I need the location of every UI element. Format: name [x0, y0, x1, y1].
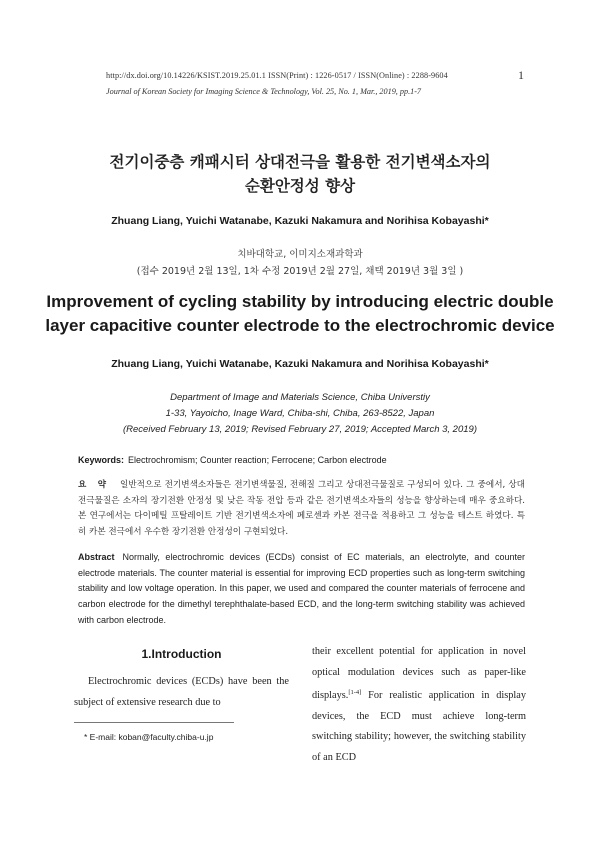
- footnote-email: * E-mail: koban@faculty.chiba-u.jp: [84, 732, 214, 742]
- received-dates-english: (Received February 13, 2019; Revised February 27, 2019; Accepted March 3, 2019): [123, 424, 477, 435]
- page-number: 1: [518, 68, 524, 82]
- abstract-english-label: Abstract: [78, 552, 115, 562]
- introduction-left-column: Electrochromic devices (ECDs) have been the subject of extensive research due to: [74, 676, 289, 708]
- keywords-text: Electrochromism; Counter reaction; Ferrocene; Carbon electrode: [128, 455, 387, 465]
- title-english-line-2: layer capacitive counter electrode to the electrochromic device: [45, 316, 555, 335]
- intro-right-text-b: For realistic application in display devices, the ECD must achieve long-term switching stability; however, the switching stability of an ECD: [312, 690, 526, 763]
- authors-korean-section: Zhuang Liang, Yuichi Watanabe, Kazuki Nakamura and Norihisa Kobayashi*: [111, 215, 489, 227]
- title-korean-line-2: 순환안정성 향상: [244, 177, 356, 195]
- abstract-english-text: Normally, electrochromic devices (ECDs) consist of EC materials, an electrolyte, and counter electrode materials. The counter material is essential for improving ECD properties such as long-term switching stability and low voltage operation. In this paper, we used and compared the counter materials of ferrocene and carbon electrode for the dimethyl terephthalate-based ECD, and the long-term switching stability was achieved with carbon electrode.: [78, 552, 525, 625]
- introduction-heading: 1.Introduction: [141, 647, 222, 661]
- affiliation-korean: 치바대학교, 이미지소재과학과: [237, 249, 363, 260]
- authors-english-section: Zhuang Liang, Yuichi Watanabe, Kazuki Nakamura and Norihisa Kobayashi*: [111, 358, 489, 370]
- intro-right-text-a: their excellent potential for application in novel optical modulation devices such as paper-like displays.: [312, 646, 526, 702]
- affiliation-english-address: 1-33, Yayoicho, Inage Ward, Chiba-shi, Chiba, 263-8522, Japan: [165, 408, 435, 419]
- keywords-label: Keywords:: [78, 455, 125, 465]
- abstract-korean: [78, 478, 525, 540]
- received-dates-korean: (접수 2019년 2월 13일, 1차 수정 2019년 2월 27일, 채택 2019년 3월 3일 ): [136, 266, 464, 277]
- citation-superscript: [1-4]: [348, 689, 362, 697]
- affiliation-english-dept: Department of Image and Materials Science, Chiba Universtiy: [170, 392, 430, 403]
- title-korean-line-1: 전기이중층 캐패시터 상대전극을 활용한 전기변색소자의: [109, 153, 491, 171]
- footnote-divider: [74, 722, 234, 723]
- journal-citation-line: Journal of Korean Society for Imaging Science & Technology, Vol. 25, No. 1, Mar., 2019, pp.1-7: [106, 87, 422, 96]
- abstract-korean-label: 요 약: [78, 480, 111, 490]
- title-english-line-1: Improvement of cycling stability by introducing electric double: [46, 292, 554, 311]
- doi-issn-line: http://dx.doi.org/10.14226/KSIST.2019.25.01.1 ISSN(Print) : 1226-0517 / ISSN(Online) : 2288-9604: [106, 71, 448, 80]
- introduction-right-column: [312, 642, 526, 769]
- abstract-korean-text: 일반적으로 전기변색소자들은 전기변색물질, 전해질 그리고 상대전극물질로 구성되어 있다. 그 중에서, 상대전극물질은 소자의 장기전환 안정성 및 낮은 작동 전압 등과 같은 전기변색소자들의 성능을 향상하는데 매우 중요하다. 본 연구에서는 다이메틸 프탈레이트 기반 전기변색소자에 페로센과 카본 전극을 적용하고 그 성능을 테스트 하였다. 특히 카본 전극에서 우수한 장기전환 안정성이 구현되었다.: [78, 480, 525, 537]
- keywords: [78, 455, 387, 465]
- abstract-english: [78, 550, 525, 629]
